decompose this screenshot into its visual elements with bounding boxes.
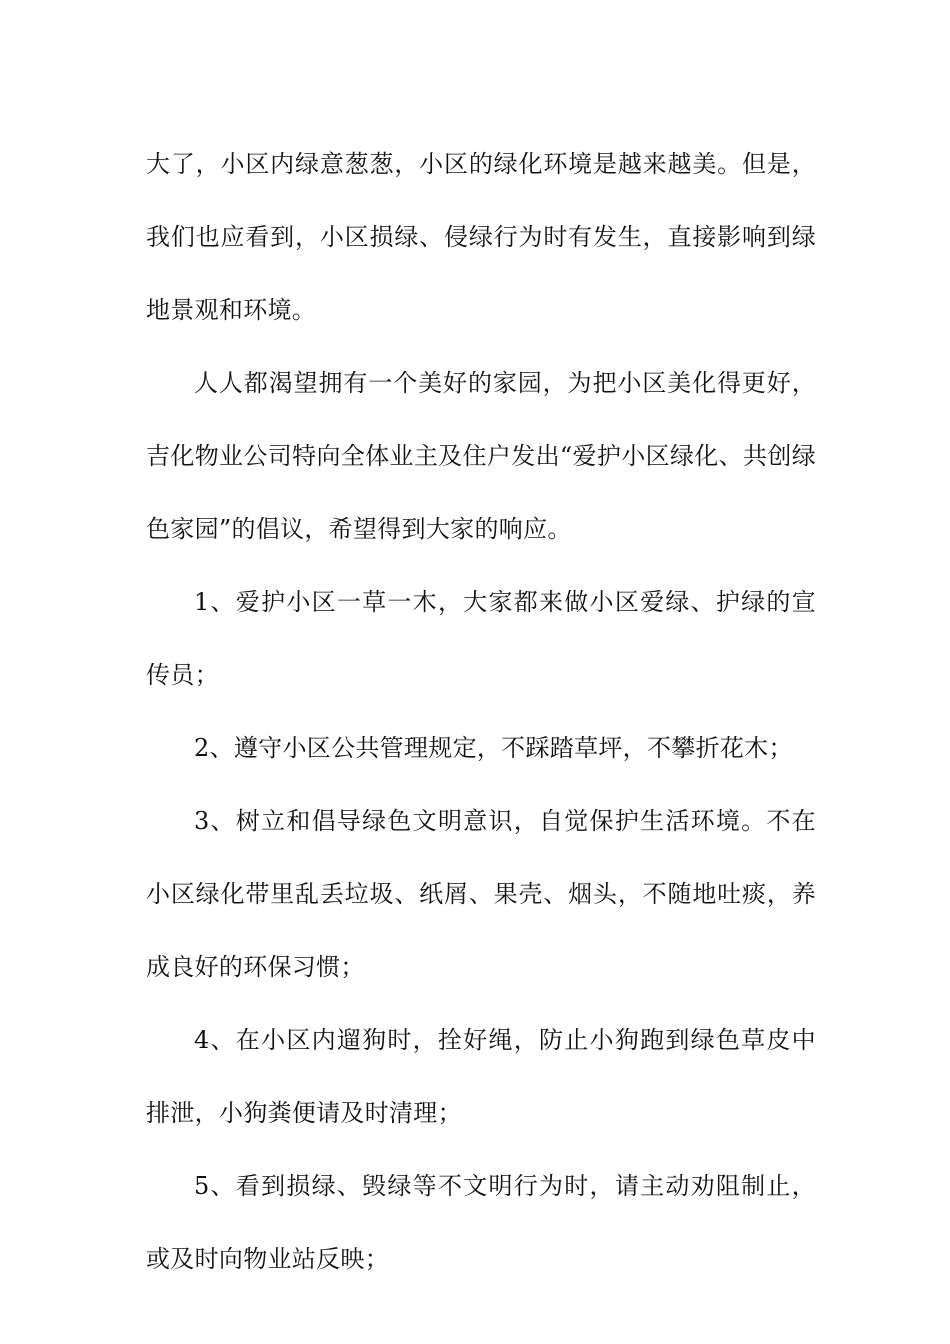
list-item-4: 4、在小区内遛狗时，拴好绳，防止小狗跑到绿色草皮中排泄，小狗粪便请及时清理； [146, 1026, 816, 1127]
document-body [146, 128, 816, 1296]
list-item-1: 1、爱护小区一草一木，大家都来做小区爱绿、护绿的宣传员； [146, 588, 816, 689]
list-item-3: 3、树立和倡导绿色文明意识，自觉保护生活环境。不在小区绿化带里乱丢垃圾、纸屑、果壳、烟头，不随地吐痰，养成良好的环保习惯； [146, 807, 816, 981]
paragraph-continuation: 大了，小区内绿意葱葱，小区的绿化环境是越来越美。但是，我们也应看到，小区损绿、侵绿行为时有发生，直接影响到绿地景观和环境。 [146, 150, 816, 324]
paragraph-initiative: 人人都渴望拥有一个美好的家园，为把小区美化得更好，吉化物业公司特向全体业主及住户发出“爱护小区绿化、共创绿色家园”的倡议，希望得到大家的响应。 [146, 369, 816, 543]
list-item-5: 5、看到损绿、毁绿等不文明行为时，请主动劝阻制止，或及时向物业站反映； [146, 1172, 816, 1273]
list-item-2: 2、遵守小区公共管理规定，不踩踏草坪，不攀折花木； [194, 734, 793, 762]
